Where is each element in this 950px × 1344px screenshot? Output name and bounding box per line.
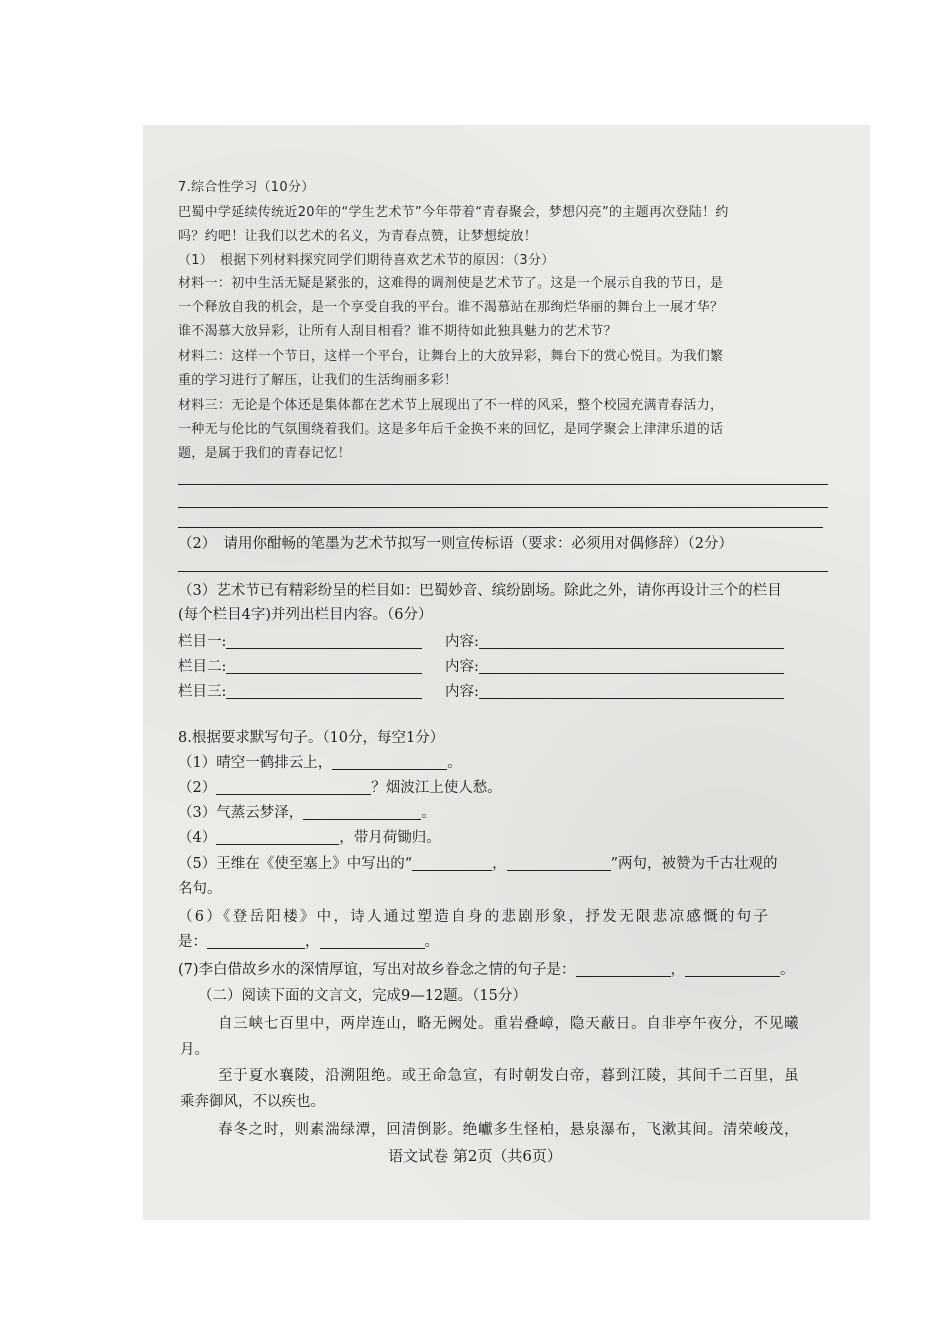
passage-para2-line2: 乘奔御风，不以疾也。 bbox=[180, 1094, 325, 1110]
fill-blank[interactable] bbox=[216, 780, 371, 795]
q8-item-2-num: （2） bbox=[178, 780, 217, 796]
fill-blank[interactable] bbox=[507, 856, 611, 871]
column-content-blank[interactable] bbox=[479, 659, 784, 674]
q8-item-6-cont bbox=[178, 932, 439, 952]
fill-blank[interactable] bbox=[412, 856, 492, 871]
material-3-line2: 一种无与伦比的气氛围绕着我们。这是多年后千金换不来的回忆，是同学聚会上津津乐道的话 bbox=[178, 422, 724, 437]
q8-item-1-text: （1）晴空一鹤排云上， bbox=[178, 755, 333, 771]
q8-item-4-text: ，带月荷锄归。 bbox=[339, 830, 441, 846]
column-name-blank[interactable] bbox=[226, 634, 422, 649]
column-content-blank[interactable] bbox=[479, 634, 784, 649]
fill-blank[interactable] bbox=[320, 934, 425, 949]
q8-item-2 bbox=[178, 778, 502, 798]
fill-blank[interactable] bbox=[332, 755, 447, 770]
fill-blank[interactable] bbox=[303, 805, 421, 820]
q8-item-1-end: 。 bbox=[447, 755, 462, 771]
q8-item-7-comma: ， bbox=[670, 962, 686, 978]
page-footer: 语文试卷 第2页（共6页） bbox=[388, 1147, 562, 1165]
column-row-1 bbox=[178, 632, 784, 652]
passage-para3-line1: 春冬之时，则素湍绿潭，回清倒影。绝巘多生怪柏，悬泉瀑布，飞漱其间。清荣峻茂， bbox=[218, 1122, 800, 1138]
q8-item-5-cont: 名句。 bbox=[178, 881, 222, 897]
q8-item-3-end: 。 bbox=[421, 805, 436, 821]
content-label: 内容: bbox=[445, 634, 479, 650]
column-name-blank[interactable] bbox=[226, 684, 422, 699]
content-label: 内容: bbox=[445, 659, 479, 675]
content-label: 内容: bbox=[445, 684, 479, 700]
q7-title: 7.综合性学习（10分） bbox=[178, 180, 315, 195]
q8-item-6-lead: 是： bbox=[178, 934, 207, 950]
passage-para1-line2: 月。 bbox=[180, 1042, 209, 1058]
column-content-blank[interactable] bbox=[479, 684, 784, 699]
q8-item-3 bbox=[178, 803, 436, 823]
column-name-blank[interactable] bbox=[226, 659, 422, 674]
column-label: 栏目三: bbox=[178, 684, 227, 700]
column-row-2 bbox=[178, 657, 784, 677]
fill-blank[interactable] bbox=[576, 962, 671, 977]
column-label: 栏目一: bbox=[178, 634, 227, 650]
column-row-3 bbox=[178, 682, 784, 702]
material-1-line1: 材料一：初中生活无疑是紧张的，这难得的调剂使是艺术节了。这是一个展示自我的节日，是 bbox=[178, 276, 724, 291]
material-2-line2: 重的学习进行了解压，让我们的生活绚丽多彩！ bbox=[178, 373, 458, 388]
passage-para2-line1: 至于夏水襄陵，沿溯阻绝。或王命急宣，有时朝发白帝，暮到江陵，其间千二百里，虽 bbox=[218, 1068, 800, 1084]
q8-item-5-tail: ”两句，被赞为千古壮观的 bbox=[610, 856, 778, 872]
q8-item-1 bbox=[178, 753, 462, 773]
material-3-line3: 题，是属于我们的青春记忆！ bbox=[178, 446, 351, 461]
q8-item-7-end: 。 bbox=[780, 962, 795, 978]
q7-intro-line2: 吗？约吧！让我们以艺术的名义，为青春点赞，让梦想绽放！ bbox=[178, 229, 538, 244]
material-1-line2: 一个释放自我的机会，是一个享受自我的平台。谁不渴慕站在那绚烂华丽的舞台上一展才华？ bbox=[178, 300, 724, 315]
q8-item-5-text: （5）王维在《使至塞上》中写出的“ bbox=[178, 856, 413, 872]
q8-item-6-comma: ， bbox=[305, 934, 320, 950]
q8-item-4 bbox=[178, 828, 441, 848]
q8-title: 8.根据要求默写句子。（10分，每空1分） bbox=[178, 730, 445, 746]
fill-blank[interactable] bbox=[685, 962, 780, 977]
passage-para1-line1: 自三峡七百里中，两岸连山，略无阙处。重岩叠嶂，隐天蔽日。自非亭午夜分，不见曦 bbox=[218, 1016, 800, 1032]
column-label: 栏目二: bbox=[178, 659, 227, 675]
q8-item-7 bbox=[178, 960, 795, 980]
q8-item-4-num: （4） bbox=[178, 830, 217, 846]
q7-part3-line2: (每个栏目4字)并列出栏目内容。（6分） bbox=[178, 607, 433, 623]
q8-item-7-text: (7)李白借故乡水的深情厚谊，写出对故乡眷念之情的句子是： bbox=[178, 962, 576, 978]
q7-part1-prompt: （1） 根据下列材料探究同学们期待喜欢艺术节的原因：（3分） bbox=[178, 253, 555, 268]
q8-item-6-end: 。 bbox=[424, 934, 439, 950]
q7-part2-prompt: （2） 请用你酣畅的笔墨为艺术节拟写一则宣传标语（要求：必须用对偶修辞）（2分） bbox=[178, 536, 733, 552]
q8-item-2-text: ？烟波江上使人愁。 bbox=[371, 780, 502, 796]
q8-item-5 bbox=[178, 854, 778, 874]
q8-item-5-comma: ， bbox=[492, 856, 507, 872]
fill-blank[interactable] bbox=[216, 830, 339, 845]
answer-line[interactable] bbox=[178, 484, 828, 485]
answer-line[interactable] bbox=[178, 571, 828, 572]
q8-item-6: （6）《登岳阳楼》中，诗人通过塑造自身的悲剧形象，抒发无限悲凉感慨的句子 bbox=[178, 909, 771, 925]
fill-blank[interactable] bbox=[207, 934, 305, 949]
q7-intro-line1: 巴蜀中学延续传统近20年的“学生艺术节”今年带着“青春聚会，梦想闪亮”的主题再次登陆！约 bbox=[178, 205, 729, 220]
q7-part3-line1: （3）艺术节已有精彩纷呈的栏目如：巴蜀妙音、缤纷剧场。除此之外，请你再设计三个的栏目 bbox=[178, 583, 782, 599]
part2-title: （二）阅读下面的文言文，完成9—12题。（15分） bbox=[198, 988, 527, 1004]
q8-item-3-text: （3）气蒸云梦泽， bbox=[178, 805, 304, 821]
material-1-line3: 谁不渴慕大放异彩，让所有人刮目相看？谁不期待如此独具魅力的艺术节？ bbox=[178, 324, 617, 339]
answer-line[interactable] bbox=[178, 507, 828, 508]
material-3-line1: 材料三：无论是个体还是集体都在艺术节上展现出了不一样的风采，整个校园充满青春活力， bbox=[178, 398, 724, 413]
material-2-line1: 材料二：这样一个节日，这样一个平台，让舞台上的大放异彩，舞台下的赏心悦目。为我们繁 bbox=[178, 349, 724, 364]
answer-line[interactable] bbox=[178, 527, 823, 528]
